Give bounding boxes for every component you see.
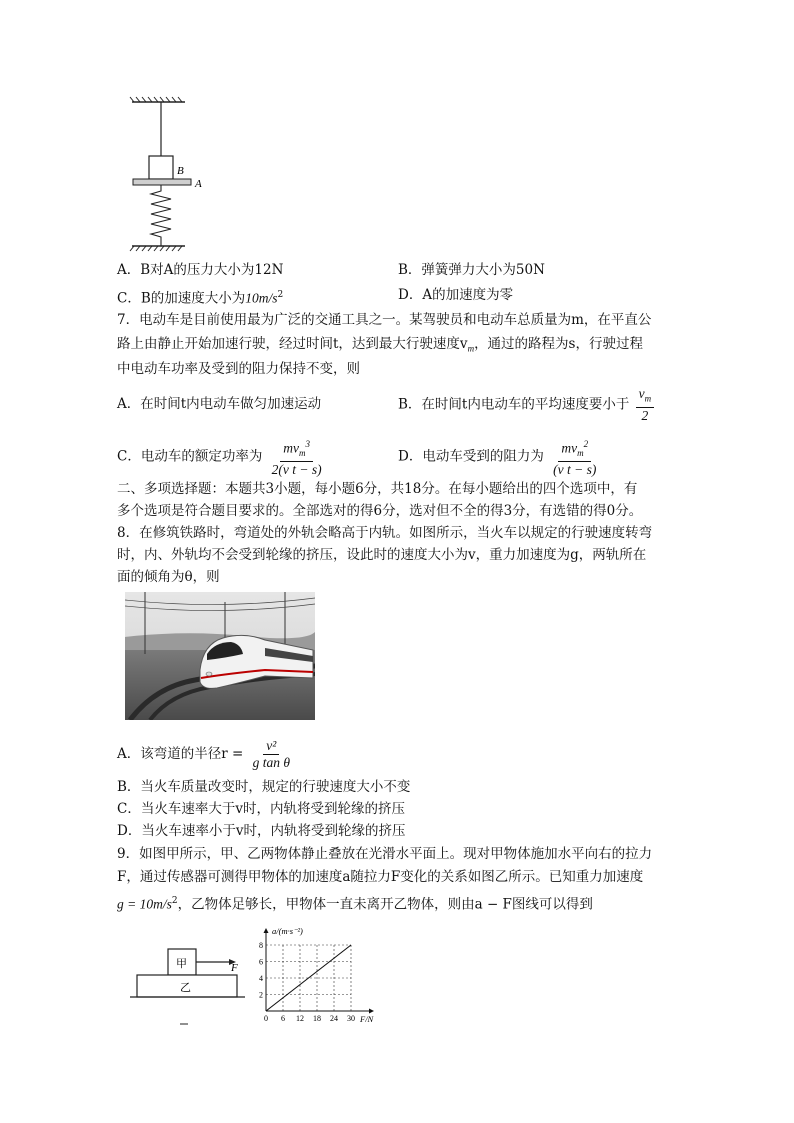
q9-stem-line2: F，通过传感器可测得甲物体的加速度a随拉力F变化的关系如图乙所示。已知重力加速度 [117, 869, 644, 885]
q6-option-a: A．B对A的压力大小为12N [117, 262, 284, 278]
label-a: A [195, 178, 202, 190]
x-tick-label: 0 [264, 1014, 268, 1023]
block-bottom-label: 乙 [180, 981, 191, 994]
q7-stem-line1: 7．电动车是目前使用最为广泛的交通工具之一。某驾驶员和电动车总质量为m，在平直公 [117, 312, 652, 328]
x-tick-label: 24 [330, 1014, 338, 1023]
y-tick-label: 6 [259, 957, 263, 967]
q8-option-b: B．当火车质量改变时，规定的行驶速度大小不变 [117, 779, 411, 795]
y-tick-label: 4 [259, 974, 263, 983]
q7-stem-line3: 中电动车功率及受到的阻力保持不变，则 [117, 361, 360, 377]
x-tick-label: 30 [347, 1014, 355, 1023]
y-axis-arrow [264, 928, 269, 933]
q6-option-d: D．A的加速度为零 [398, 287, 514, 303]
chart-ylabel: a/(m·s⁻²) [272, 926, 303, 936]
q9-stem-line3: $g = 10m/s^2$，乙物体足够长，甲物体一直未离开乙物体，则由a − F图线可以得到 [117, 896, 593, 913]
y-tick-label: 8 [259, 941, 263, 950]
q9-stem-line1: 9．如图甲所示，甲、乙两物体静止叠放在光滑水平面上。现对甲物体施加水平向右的拉力 [117, 846, 653, 862]
q8-stem-line2: 时，内、外轨均不会受到轮缘的挤压，设此时的速度大小为v，重力加速度为g，两轨所在 [117, 547, 647, 563]
section2-line1: 二、多项选择题：本题共3小题，每小题6分，共18分。在每小题给出的四个选项中，有 [117, 481, 638, 497]
q7-option-d: D．电动车受到的阻力为 $\frac{mv_m^2}{\text{(v t − s)}}$ [398, 436, 601, 478]
q6-option-c: C．B的加速度大小为$10m/s^2$ [117, 290, 284, 307]
q8-stem-line1: 8．在修筑铁路时，弯道处的外轨会略高于内轨。如图所示，当火车以规定的行驶速度转弯 [117, 525, 653, 541]
y-tick-label: 2 [259, 990, 263, 1000]
force-label: F [231, 962, 238, 974]
label-b: B [177, 165, 184, 177]
x-axis-arrow [369, 1009, 374, 1014]
q8-option-a: A．该弯道的半径r = $\frac{\text{v²}}{\text{g tan θ}}$ [117, 738, 290, 770]
x-tick-label: 12 [296, 1014, 304, 1023]
section2-line2: 多个选项是符合题目要求的。全部选对的得6分，选对但不全的得3分，有选错的得0分。 [117, 503, 643, 519]
q6-option-b: B．弹簧弹力大小为50N [398, 262, 545, 278]
block-top-label: 甲 [176, 957, 187, 970]
stacked-blocks-figure [125, 945, 250, 1030]
q7-option-b: B．在时间t内电动车的平均速度要小于 $\frac{v_m}{2}$ [398, 386, 656, 424]
x-tick-label: 18 [313, 1014, 321, 1023]
chart-xlabel: F/N [360, 1014, 374, 1024]
x-tick-label: 6 [281, 1014, 285, 1023]
q8-option-d: D．当火车速率小于v时，内轨将受到轮缘的挤压 [117, 823, 406, 839]
q7-stem-line2: 路上由静止开始加速行驶，经过时间t，达到最大行驶速度$v_m$，通过的路程为s，行驶过程 [117, 336, 643, 354]
q8-option-c: C．当火车速率大于v时，内轨将受到轮缘的挤压 [117, 801, 405, 817]
q8-stem-line3: 面的倾角为θ，则 [117, 569, 220, 585]
q7-option-a: A．在时间t内电动车做匀加速运动 [117, 396, 322, 412]
q7-option-c: C．电动车的额定功率为 $\frac{mv_m^3}{\text{2(v t − s)}}$ [117, 436, 327, 478]
a-f-chart [252, 925, 392, 1027]
train-photo [125, 592, 315, 720]
spring-block-figure [125, 96, 225, 256]
